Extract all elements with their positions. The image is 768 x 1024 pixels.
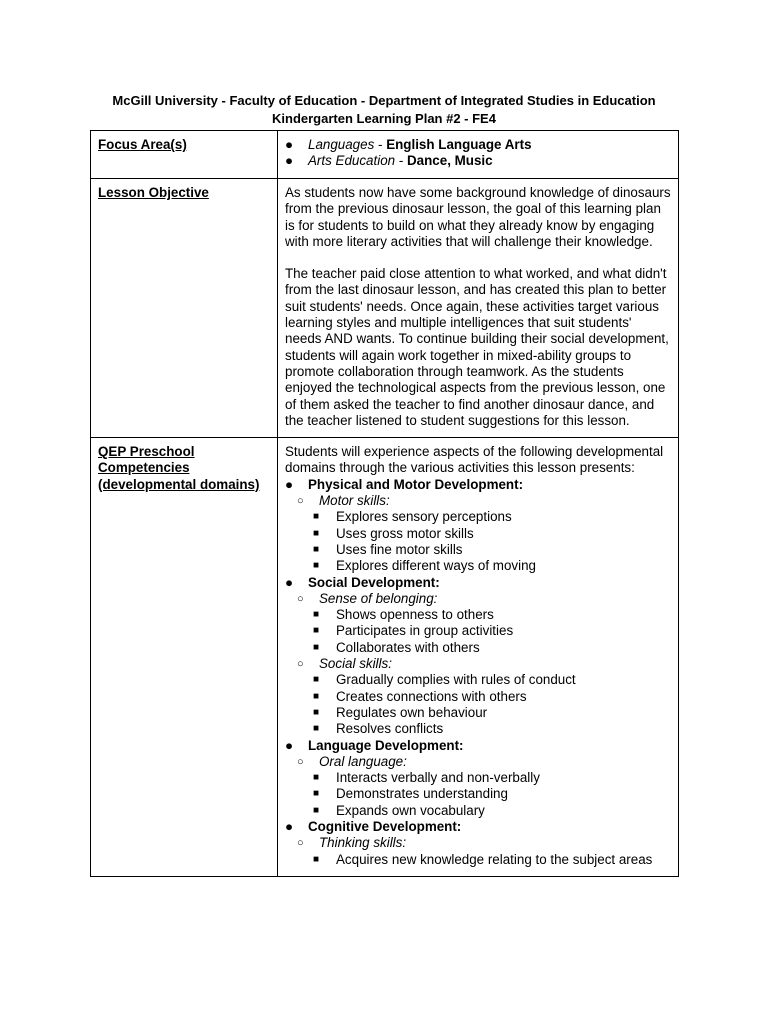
circle-bullet-icon: ○ (297, 495, 304, 508)
qep-label-line: Competencies (98, 460, 190, 476)
skill-group (285, 493, 671, 509)
skill-group (285, 754, 671, 770)
domain-title: Cognitive Development: (308, 818, 462, 834)
square-bullet-icon: ■ (313, 625, 320, 637)
skill-item (285, 607, 671, 623)
focus-separator: - (395, 153, 407, 169)
skill-item (285, 770, 671, 786)
square-bullet-icon: ■ (313, 772, 320, 784)
square-bullet-icon: ■ (313, 690, 320, 702)
bullet-icon: ● (285, 137, 294, 152)
domain-title: Social Development: (308, 574, 440, 590)
bullet-icon: ● (285, 476, 294, 492)
skill-group (285, 656, 671, 672)
circle-bullet-icon: ○ (297, 755, 304, 768)
circle-bullet-icon: ○ (297, 658, 304, 671)
bullet-icon: ● (285, 737, 294, 753)
domain-item (285, 575, 671, 591)
skill-item (285, 689, 671, 705)
skill-item (285, 640, 671, 656)
skill-text: Creates connections with others (336, 688, 527, 704)
skill-text: Collaborates with others (336, 639, 480, 655)
qep-label-line: QEP Preschool (98, 444, 195, 460)
skill-item (285, 558, 671, 574)
square-bullet-icon: ■ (313, 706, 320, 718)
bullet-icon: ● (285, 153, 294, 169)
square-bullet-icon: ■ (313, 609, 320, 621)
skill-item (285, 852, 671, 868)
learning-plan-table (90, 130, 679, 877)
skill-text: Shows openness to others (336, 607, 494, 623)
skill-item (285, 526, 671, 542)
domain-item (285, 738, 671, 754)
focus-area-list (285, 137, 671, 170)
paragraph-spacer (285, 250, 671, 266)
skill-text: Gradually complies with rules of conduct (336, 672, 576, 688)
square-bullet-icon: ■ (313, 527, 320, 539)
qep-intro: Students will experience aspects of the following developmental domains through the various activities this lesson presents: (285, 444, 664, 476)
lesson-objective-content (278, 179, 679, 438)
square-bullet-icon: ■ (313, 511, 320, 523)
square-bullet-icon: ■ (313, 560, 320, 572)
focus-area-row (91, 131, 679, 179)
domain-title: Language Development: (308, 737, 464, 753)
square-bullet-icon: ■ (313, 788, 320, 800)
lesson-objective-row (91, 179, 679, 438)
qep-label-line: (developmental domains) (98, 476, 260, 492)
objective-paragraph: As students now have some background knowledge of dinosaurs from the previous dinosaur lesson, the goal of this learning plan is for students to build on what they already know by engaging with more literary activities that will challenge their knowledge. (285, 185, 671, 249)
focus-area-label: Focus Area(s) (91, 131, 278, 179)
domain-item (285, 819, 671, 835)
domain-item (285, 477, 671, 493)
header-institution: McGill University - Faculty of Education - Department of Integrated Studies in Education (112, 93, 656, 108)
square-bullet-icon: ■ (313, 641, 320, 653)
skill-group-name: Oral language: (319, 753, 407, 769)
skill-text: Interacts verbally and non-verbally (336, 770, 540, 786)
bullet-icon: ● (285, 574, 294, 590)
qep-competencies-content (278, 438, 679, 877)
skill-group (285, 591, 671, 607)
skill-item (285, 542, 671, 558)
skill-group-name: Thinking skills: (319, 835, 407, 851)
focus-detail: English Language Arts (386, 137, 532, 152)
circle-bullet-icon: ○ (297, 592, 304, 605)
focus-separator: - (374, 137, 387, 152)
skill-text: Expands own vocabulary (336, 802, 485, 818)
skill-text: Resolves conflicts (336, 721, 444, 737)
skill-text: Explores sensory perceptions (336, 509, 512, 525)
skill-text: Demonstrates understanding (336, 786, 508, 802)
skill-item (285, 721, 671, 737)
focus-subject: Languages (308, 137, 375, 152)
circle-bullet-icon: ○ (297, 837, 304, 850)
qep-competencies-row (91, 438, 679, 877)
skill-item (285, 623, 671, 639)
square-bullet-icon: ■ (313, 853, 320, 865)
domain-title: Physical and Motor Development: (308, 476, 524, 492)
skill-group-name: Motor skills: (319, 493, 390, 509)
skill-text: Regulates own behaviour (336, 704, 488, 720)
skill-group (285, 835, 671, 851)
qep-competencies-label (91, 438, 278, 877)
square-bullet-icon: ■ (313, 543, 320, 555)
skill-item (285, 803, 671, 819)
skill-text: Uses fine motor skills (336, 541, 463, 557)
document-header (0, 92, 768, 128)
focus-detail: Dance, Music (407, 153, 493, 169)
skill-item (285, 509, 671, 525)
focus-subject: Arts Education (308, 153, 396, 169)
skill-text: Explores different ways of moving (336, 558, 536, 574)
skill-item (285, 705, 671, 721)
bullet-icon: ● (285, 818, 294, 834)
focus-item (285, 137, 671, 153)
lesson-objective-label: Lesson Objective (91, 179, 278, 438)
skill-group-name: Social skills: (319, 656, 392, 672)
skill-text: Participates in group activities (336, 623, 514, 639)
skill-item (285, 786, 671, 802)
header-plan-title: Kindergarten Learning Plan #2 - FE4 (272, 111, 496, 126)
objective-paragraph: The teacher paid close attention to what worked, and what didn't from the last dinosaur lesson, and has created this plan to better suit students' needs. Once again, these activities target various learning styles and multiple intelligences that suit students' needs AND wants. To continue building their social development, students will again work together in mixed-ability groups to promote collaboration through teamwork. As the students enjoyed the technological aspects from the previous lesson, one of them asked the teacher to find another dinosaur dance, and the teacher listened to student suggestions for this lesson. (285, 266, 669, 428)
focus-area-content (278, 131, 679, 179)
skill-group-name: Sense of belonging: (319, 590, 438, 606)
skill-text: Uses gross motor skills (336, 525, 474, 541)
domain-list (285, 477, 671, 868)
skill-item (285, 672, 671, 688)
square-bullet-icon: ■ (313, 674, 320, 686)
focus-item (285, 153, 671, 169)
square-bullet-icon: ■ (313, 804, 320, 816)
square-bullet-icon: ■ (313, 723, 320, 735)
skill-text: Acquires new knowledge relating to the subject areas (336, 851, 653, 867)
